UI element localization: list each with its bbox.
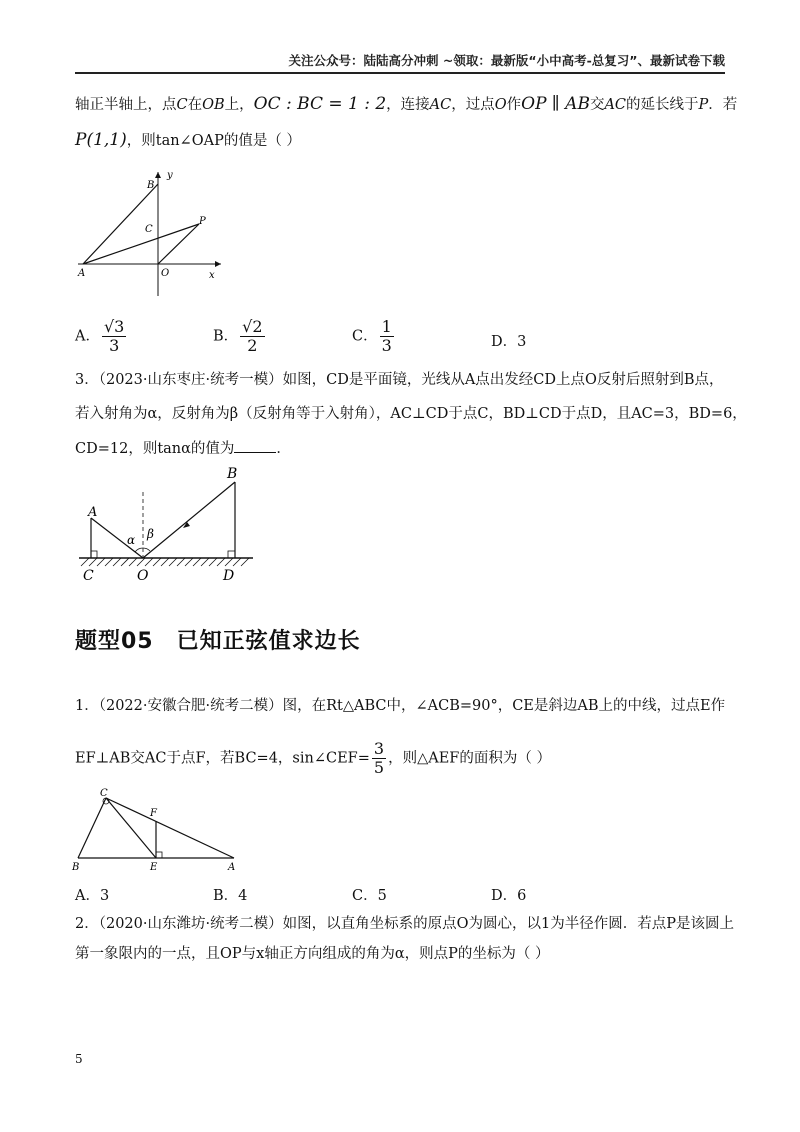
text: 在 xyxy=(187,97,203,113)
question-text-line: 若入射角为α，反射角为β（反射角等于入射角），AC⊥CD于点C，BD⊥CD于点D，且AC=3，BD=6， xyxy=(75,406,747,422)
text: ． xyxy=(276,441,291,457)
option-c: C．5 xyxy=(352,888,387,904)
question-text-line xyxy=(75,740,551,777)
label-alpha: α xyxy=(127,533,136,547)
text: C xyxy=(176,97,188,113)
fraction xyxy=(240,318,264,355)
text: ，过点 xyxy=(451,97,495,113)
option-a xyxy=(75,318,128,355)
option-b xyxy=(213,318,267,355)
page-header: 关注公众号：陆陆高分冲刺 ~领取：最新版“小中高考-总复习”、最新试卷下载 xyxy=(75,50,725,74)
label-beta: β xyxy=(147,527,154,541)
text: AC xyxy=(429,97,452,113)
math-point: P(1,1) xyxy=(75,130,127,150)
denominator: 5 xyxy=(373,758,385,777)
label-O: O xyxy=(137,568,149,584)
text: 上， xyxy=(224,97,254,113)
page-number: 5 xyxy=(75,1052,83,1066)
text: ，则tan∠OAP的值是（ ） xyxy=(126,133,301,149)
math-parallel: OP ∥ AB xyxy=(521,94,590,114)
label-D: D xyxy=(223,568,235,584)
label-C: C xyxy=(145,224,153,235)
text: AC xyxy=(604,97,627,113)
option-b: B．4 xyxy=(213,888,248,904)
option-a: A．3 xyxy=(75,888,110,904)
answer-blank xyxy=(234,438,276,453)
text: EF⊥AB交AC于点F，若BC=4，sin∠CEF= xyxy=(75,750,370,767)
denominator: 3 xyxy=(109,336,120,355)
text: P xyxy=(698,97,709,113)
question-text-line: 第一象限内的一点，且OP与x轴正方向组成的角为α，则点P的坐标为（ ） xyxy=(75,946,550,962)
label-B: B xyxy=(72,862,80,873)
triangle-diagram xyxy=(70,786,240,874)
fraction xyxy=(102,318,126,355)
mirror-reflection-diagram xyxy=(75,462,265,587)
text: ，连接 xyxy=(386,97,430,113)
label-O: O xyxy=(161,268,170,279)
text: ，则△AEF的面积为（ ） xyxy=(388,750,551,767)
label-P: P xyxy=(199,216,206,227)
label-E: E xyxy=(150,862,158,873)
section-heading: 题型05 已知正弦值求边长 xyxy=(75,629,361,654)
question-text-line xyxy=(75,130,301,151)
label-x: x xyxy=(209,270,215,281)
fraction xyxy=(380,318,394,355)
text: OB xyxy=(202,97,225,113)
numerator: √3 xyxy=(103,317,125,336)
label-B: B xyxy=(227,466,238,482)
label-C: C xyxy=(83,568,94,584)
label-A: A xyxy=(228,862,236,873)
label-y: y xyxy=(167,170,173,181)
question-text-line xyxy=(75,94,737,115)
label-A: A xyxy=(88,505,98,520)
option-label: D． xyxy=(491,334,518,350)
denominator: 2 xyxy=(247,336,258,355)
text: 作 xyxy=(506,97,522,113)
question-text-line xyxy=(75,438,291,459)
text: O xyxy=(494,97,507,113)
label-B: B xyxy=(147,180,155,191)
option-value: 3 xyxy=(517,334,527,350)
question-text-line: 2．（2020·山东潍坊·统考二模）如图，以直角坐标系的原点O为圆心，以1为半径作圆．若点P是该圆上 xyxy=(75,916,734,932)
option-c xyxy=(352,318,396,355)
option-d: D．6 xyxy=(491,888,527,904)
text: 的延长线于 xyxy=(626,97,699,113)
denominator: 3 xyxy=(381,336,392,355)
option-label: C． xyxy=(352,328,378,345)
option-label: B． xyxy=(213,328,239,345)
text: CD=12，则tanα的值为 xyxy=(75,441,235,457)
label-C: C xyxy=(100,788,108,799)
text: ．若 xyxy=(708,97,738,113)
coordinate-diagram xyxy=(75,168,225,300)
text: 交 xyxy=(589,97,605,113)
numerator: 1 xyxy=(381,317,392,336)
question-text-line: 1．（2022·安徽合肥·统考二模）图，在Rt△ABC中，∠ACB=90°，CE是斜边AB上的中线，过点E作 xyxy=(75,698,726,714)
fraction xyxy=(372,740,386,777)
math-ratio: OC : BC = 1 : 2 xyxy=(253,94,387,114)
numerator: 3 xyxy=(373,739,385,758)
label-F: F xyxy=(150,808,157,819)
label-A: A xyxy=(78,268,86,279)
text: 轴正半轴上，点 xyxy=(75,97,177,113)
option-d xyxy=(491,330,526,351)
question-text-line: 3．（2023·山东枣庄·统考一模）如图，CD是平面镜，光线从A点出发经CD上点O反射后照射到B点， xyxy=(75,372,724,388)
numerator: √2 xyxy=(242,317,263,336)
option-label: A． xyxy=(75,328,100,345)
